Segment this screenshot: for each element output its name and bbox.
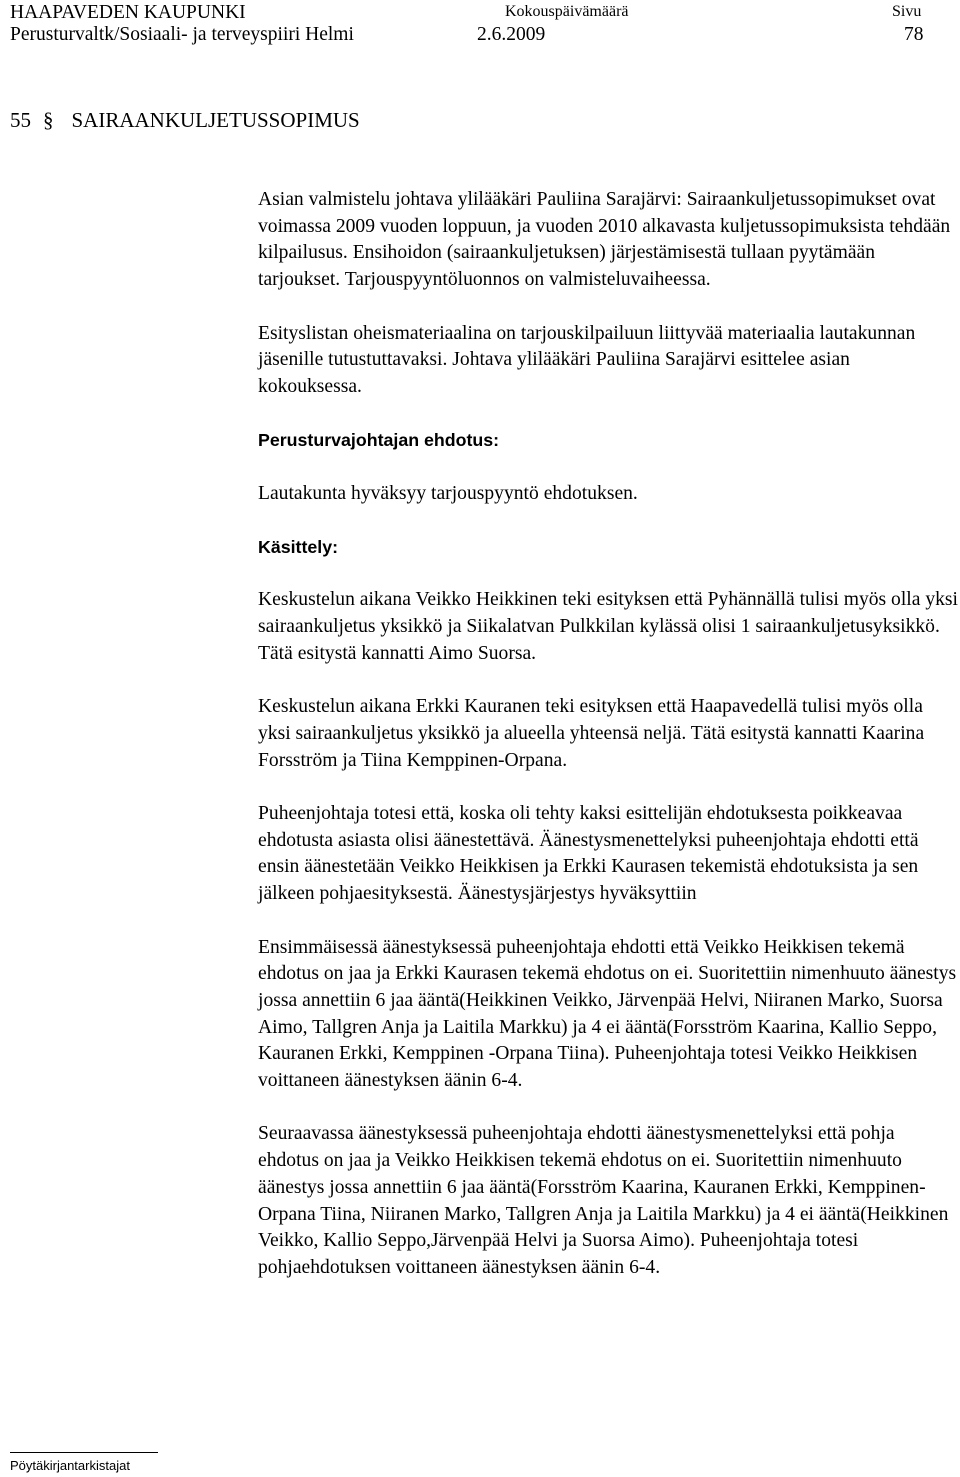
handling-paragraph-4: Ensimmäisessä äänestyksessä puheenjohtaja ehdotti että Veikko Heikkisen tekemä ehdotus on jaa ja Erkki Kaurasen tekemä ehdotus on ei. Suoritettiin nimenhuuto äänestys jossa annettiin 6 jaa ääntä(Heikkinen Veikko, Järvenpää Helvi, Niiranen Marko, Suorsa Aimo, Tallgren Anja ja Laitila Markku) ja 4 ei ääntä(Forsström Kaarina, Kallio Seppo, Kauranen Erkki, Kemppinen -Orpana Tiina). Puheenjohtaja totesi Veikko Heikkisen voittaneen äänestyksen äänin 6-4. xyxy=(258,936,957,1092)
meeting-date: 2.6.2009 xyxy=(477,24,546,45)
section-heading xyxy=(10,107,360,133)
preparation-paragraph: Asian valmistelu johtava ylilääkäri Pauliina Sarajärvi: Sairaankuljetussopimukset ovat voimassa 2009 vuoden loppuun, ja vuoden 2010 alkavasta kuljetussopimuksista tehdään kilpailusus. Ensihoidon (sairaankuljetuksen) järjestämisestä tullaan pyytämään tarjoukset. Tarjouspyyntöluonnos on valmisteluvaiheessa. xyxy=(258,189,951,291)
document-body xyxy=(258,187,958,1308)
handling-paragraph-3: Puheenjohtaja totesi että, koska oli tehty kaksi esittelijän ehdotuksesta poikkeavaa ehdotusta asiasta olisi äänestettävä. Äänestysmenettelyksi puheenjohtaja ehdotti että ensin äänestetään Veikko Heikkisen ja Erkki Kaurasen tekemistä ehdotuksista ja sen jälkeen pohjaesityksestä. Äänestysjärjestys hyväksyttiin xyxy=(258,803,919,905)
section-title: SAIRAANKULJETUSSOPIMUS xyxy=(71,108,360,132)
handling-heading: Käsittely: xyxy=(258,537,339,558)
committee-name: Perusturvaltk/Sosiaali- ja terveyspiiri Helmi xyxy=(10,24,354,45)
attachment-paragraph: Esityslistan oheismateriaalina on tarjouskilpailuun liittyvää materiaalia lautakunnan jäsenille tutustuttavaksi. Johtava ylilääkäri Pauliina Sarajärvi esittelee asian kokouksessa. xyxy=(258,322,916,397)
signature-line xyxy=(10,1452,158,1453)
page-number: 78 xyxy=(904,24,924,45)
handling-paragraph-5: Seuraavassa äänestyksessä puheenjohtaja ehdotti äänestysmenettelyksi että pohja ehdotus on jaa ja Veikko Heikkisen tekemä ehdotus on ei. Suoritettiin nimenhuuto äänestys jossa annettiin 6 jaa ääntä(Forsström Kaarina, Kauranen Erkki, Kemppinen-Orpana Tiina, Niiranen Marko, Tallgren Anja ja Laitila Markku) ja 4 ei ääntä(Heikkinen Veikko, Kallio Seppo,Järvenpää Helvi ja Suorsa Aimo). Puheenjohtaja totesi pohjaehdotuksen voittaneen äänestyksen äänin 6-4. xyxy=(258,1123,949,1278)
handling-paragraph-2: Keskustelun aikana Erkki Kauranen teki esityksen että Haapavedellä tulisi myös olla yksi sairaankuljetus yksikkö ja alueella yhteensä neljä. Tätä esitystä kannatti Kaarina Forsström ja Tiina Kemppinen-Orpana. xyxy=(258,696,925,771)
footer-label: Pöytäkirjantarkistajat xyxy=(10,1458,130,1473)
handling-paragraph-1: Keskustelun aikana Veikko Heikkinen teki esityksen että Pyhännällä tulisi myös olla yksi sairaankuljetus yksikkö ja Siikalatvan Pulkkilan kylässä olisi 1 sairaankuljetusyksikkö. Tätä esitystä kannatti Aimo Suorsa. xyxy=(258,589,958,664)
proposal-text: Lautakunta hyväksyy tarjouspyyntö ehdotuksen. xyxy=(258,482,638,504)
proposal-heading: Perusturvajohtajan ehdotus: xyxy=(258,430,500,451)
section-number: 55 xyxy=(10,108,31,132)
section-symbol: § xyxy=(43,108,54,132)
meeting-date-label: Kokouspäivämäärä xyxy=(505,3,629,20)
org-name: HAAPAVEDEN KAUPUNKI xyxy=(10,2,246,23)
page-label: Sivu xyxy=(892,3,922,20)
